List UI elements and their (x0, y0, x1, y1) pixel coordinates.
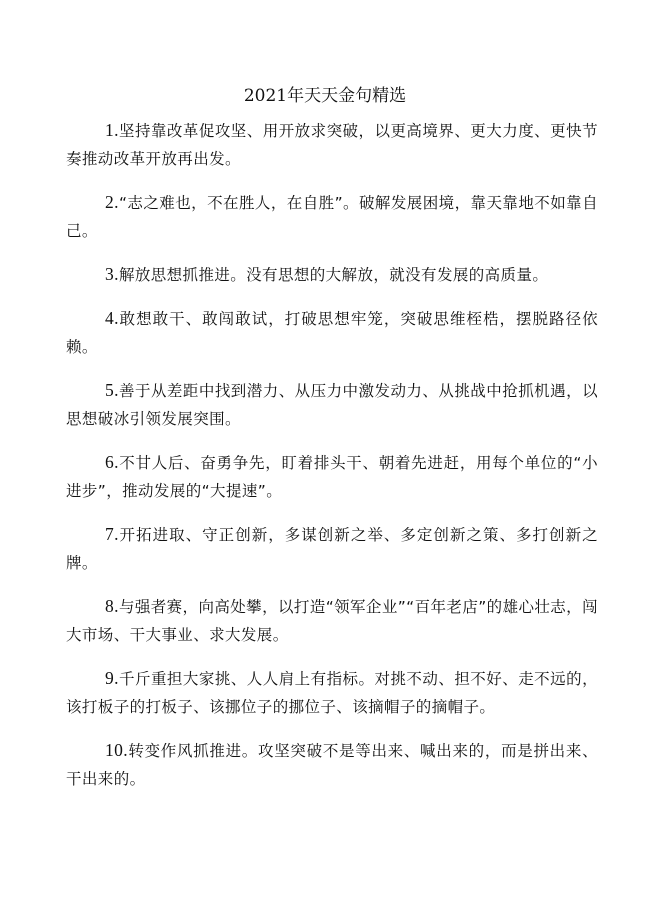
quote-text: “志之难也，不在胜人，在自胜”。破解发展困境，靠天靠地不如靠自己。 (66, 194, 598, 240)
quote-number: 1. (105, 120, 119, 140)
quote-text: 与强者赛，向高处攀，以打造“领军企业”“百年老店”的雄心壮志，闯大市场、干大事业、求大发展。 (66, 598, 598, 644)
quote-number: 9. (105, 668, 119, 688)
quote-number: 10. (105, 740, 129, 760)
quote-item-3 (66, 260, 598, 289)
quote-number: 6. (105, 452, 119, 472)
quote-item-6 (66, 448, 598, 505)
quote-number: 7. (105, 524, 119, 544)
document-title: 2021年天天金句精选 (243, 86, 407, 106)
quote-item-1 (66, 116, 598, 173)
quote-number: 8. (105, 596, 119, 616)
quote-text: 开拓进取、守正创新，多谋创新之举、多定创新之策、多打创新之牌。 (66, 526, 598, 572)
quote-item-2 (66, 188, 598, 245)
quote-text: 不甘人后、奋勇争先，盯着排头干、朝着先进赶，用每个单位的“小进步”，推动发展的“大提速”。 (66, 454, 598, 500)
quote-number: 3. (105, 264, 119, 284)
quote-number: 2. (105, 192, 119, 212)
quote-text: 善于从差距中找到潜力、从压力中激发动力、从挑战中抢抓机遇，以思想破冰引领发展突围。 (66, 382, 598, 428)
quote-item-5 (66, 376, 598, 433)
quote-item-9 (66, 664, 598, 721)
quote-number: 4. (105, 308, 119, 328)
quote-number: 5. (105, 380, 119, 400)
quote-item-7 (66, 520, 598, 577)
quote-text: 敢想敢干、敢闯敢试，打破思想牢笼，突破思维桎梏，摆脱路径依赖。 (66, 310, 598, 356)
quote-item-8 (66, 592, 598, 649)
quote-text: 千斤重担大家挑、人人肩上有指标。对挑不动、担不好、走不远的，该打板子的打板子、该挪位子的挪位子、该摘帽子的摘帽子。 (66, 670, 598, 716)
quote-list (66, 116, 598, 808)
quote-item-10 (66, 736, 598, 793)
quote-item-4 (66, 304, 598, 361)
quote-text: 解放思想抓推进。没有思想的大解放，就没有发展的高质量。 (118, 266, 549, 284)
quote-text: 转变作风抓推进。攻坚突破不是等出来、喊出来的，而是拼出来、干出来的。 (66, 742, 598, 788)
quote-text: 坚持靠改革促攻坚、用开放求突破，以更高境界、更大力度、更快节奏推动改革开放再出发。 (66, 122, 598, 168)
